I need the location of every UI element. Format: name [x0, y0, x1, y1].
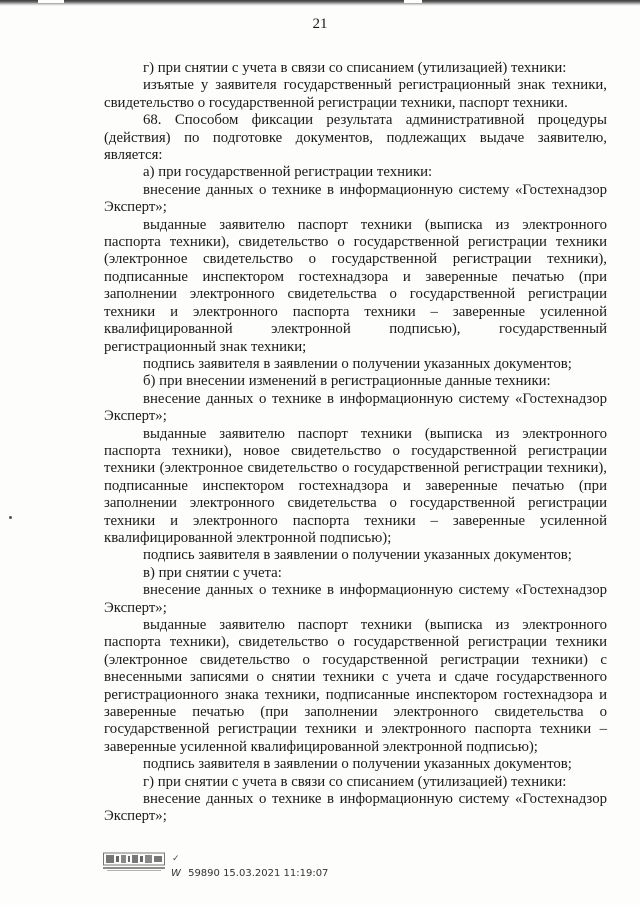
paragraph: г) при снятии с учета в связи со списанием (утилизацией) техники: — [143, 60, 567, 76]
footer-document-id: 59890 15.03.2021 11:19:07 — [188, 868, 329, 879]
paragraph: выданные заявителю паспорт техники (выписка из электронного паспорта техники), свидетельство о государственной регистрации техники (электронное свидетельство о государственной регистрации техники), подписанные инспектором гостехнадзора и заверенные печатью (при заполнении электронного свидетельства о государственной регистрации техники и электронного паспорта техники – заверенные усиленной квалифицированной электронной подписью), государственный регистрационный знак техники; — [104, 216, 607, 355]
paragraph: подпись заявителя в заявлении о получении указанных документов; — [143, 547, 572, 564]
paragraph: в) при снятии с учета: — [143, 564, 282, 581]
scan-edge-artifact — [0, 0, 640, 6]
registry-stamp-icon — [103, 849, 165, 871]
paragraph: г) при снятии с учета в связи со списанием (утилизацией) техники: — [143, 773, 567, 790]
paragraph: б) при внесении изменений в регистрационные данные техники: — [143, 373, 551, 390]
paragraph: внесение данных о технике в информационную систему «Гостехнадзор Эксперт»; — [104, 582, 607, 616]
footer-mark: W — [171, 868, 181, 879]
paragraph: внесение данных о технике в информационную систему «Гостехнадзор Эксперт»; — [104, 181, 607, 216]
scan-edge-gap — [38, 0, 64, 3]
paragraph: подпись заявителя в заявлении о получении указанных документов; — [143, 355, 572, 372]
paragraph: внесение данных о технике в информационную систему «Гостехнадзор Эксперт»; — [104, 791, 607, 825]
paragraph: а) при государственной регистрации техники: — [143, 164, 433, 181]
paragraph: внесение данных о технике в информационную систему «Гостехнадзор Эксперт»; — [104, 390, 607, 425]
document-body — [104, 60, 607, 826]
paragraph: 68. Способом фиксации результата административной процедуры (действия) по подготовке документов, подлежащих выдаче заявителю, является: — [104, 112, 607, 164]
stamp-mark-icon: ✓ — [172, 854, 180, 864]
paragraph: изъятые у заявителя государственный регистрационный знак техники, свидетельство о государственной регистрации техники, паспорт техники. — [104, 77, 607, 111]
scan-edge-gap — [404, 0, 422, 3]
footer-registration — [171, 868, 328, 879]
page-number: 21 — [312, 16, 328, 32]
paragraph: подпись заявителя в заявлении о получении указанных документов; — [143, 756, 572, 773]
paragraph: выданные заявителю паспорт техники (выписка из электронного паспорта техники), новое свидетельство о государственной регистрации техники (электронное свидетельство о государственной регистрации техники), подписанные инспектором гостехнадзора и заверенные печатью (при заполнении электронного свидетельства о государственной регистрации техники и электронного паспорта техники – заверенные усиленной квалифицированной электронной подписью); — [104, 425, 607, 546]
scan-speck — [9, 516, 12, 519]
paragraph: выданные заявителю паспорт техники (выписка из электронного паспорта техники), свидетельство о государственной регистрации техники (электронное свидетельство о государственной регистрации техники) с внесенными записями о снятии техники с учета и сдаче государственного регистрационного знака техники, подписанные инспектором гостехнадзора и заверенные печатью (при заполнении электронного свидетельства о государственной регистрации техники и электронного паспорта техники – заверенные усиленной квалифицированной электронной подписью); — [104, 617, 607, 755]
